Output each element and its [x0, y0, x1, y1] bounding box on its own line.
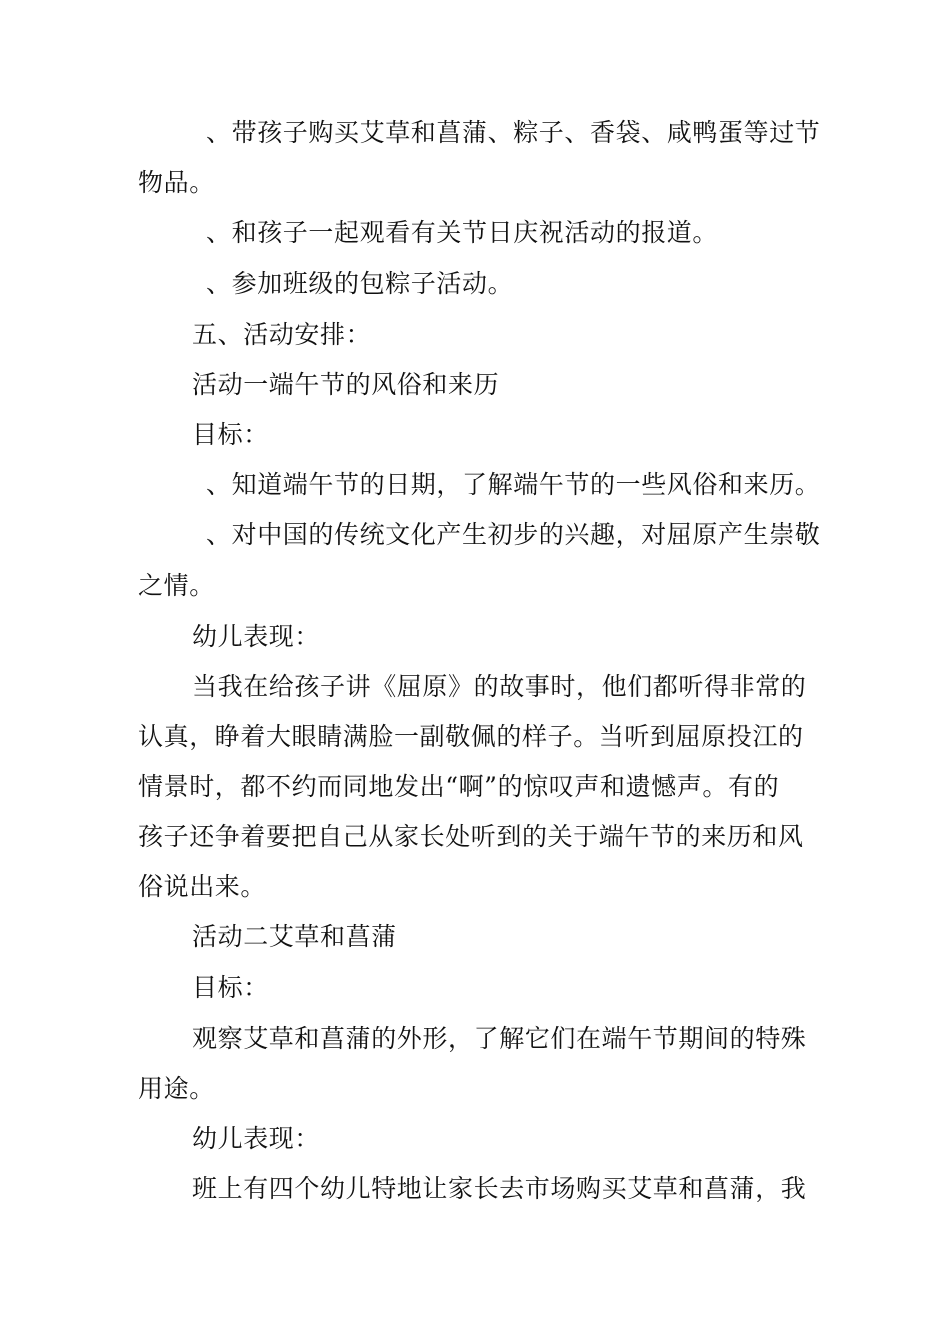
paragraph-line: 之情。: [138, 571, 215, 600]
activity-title: 活动二艾草和菖蒲: [192, 922, 397, 951]
paragraph-line: 班上有四个幼儿特地让家长去市场购买艾草和菖蒲，我: [192, 1174, 807, 1203]
paragraph-line: 孩子还争着要把自己从家长处听到的关于端午节的来历和风: [138, 822, 804, 851]
paragraph-line: 观察艾草和菖蒲的外形，了解它们在端午节期间的特殊: [192, 1024, 807, 1053]
paragraph-line: 认真，睁着大眼睛满脸一副敬佩的样子。当听到屈原投江的: [138, 722, 804, 751]
paragraph-line: 当我在给孩子讲《屈原》的故事时，他们都听得非常的: [192, 672, 807, 701]
paragraph-line: 、和孩子一起观看有关节日庆祝活动的报道。: [206, 218, 719, 247]
performance-label: 幼儿表现：: [192, 622, 321, 651]
paragraph-line: 俗说出来。: [138, 872, 267, 901]
paragraph-line: 情景时，都不约而同地发出“啊”的惊叹声和遗憾声。有的: [138, 772, 780, 801]
paragraph-line: 、对中国的传统文化产生初步的兴趣，对屈原产生崇敬: [206, 520, 821, 549]
paragraph-line: 、参加班级的包粽子活动。: [206, 269, 514, 298]
paragraph-line: 、知道端午节的日期，了解端午节的一些风俗和来历。: [206, 470, 821, 499]
goal-label: 目标：: [192, 420, 269, 449]
activity-title: 活动一端午节的风俗和来历: [192, 370, 500, 399]
goal-label: 目标：: [192, 973, 269, 1002]
paragraph-line: 、带孩子购买艾草和菖蒲、粽子、香袋、咸鸭蛋等过节: [206, 118, 821, 147]
paragraph-line: 物品。: [138, 168, 215, 197]
paragraph-line: 用途。: [138, 1074, 215, 1103]
performance-label: 幼儿表现：: [192, 1124, 321, 1153]
section-heading: 五、活动安排：: [192, 320, 372, 349]
